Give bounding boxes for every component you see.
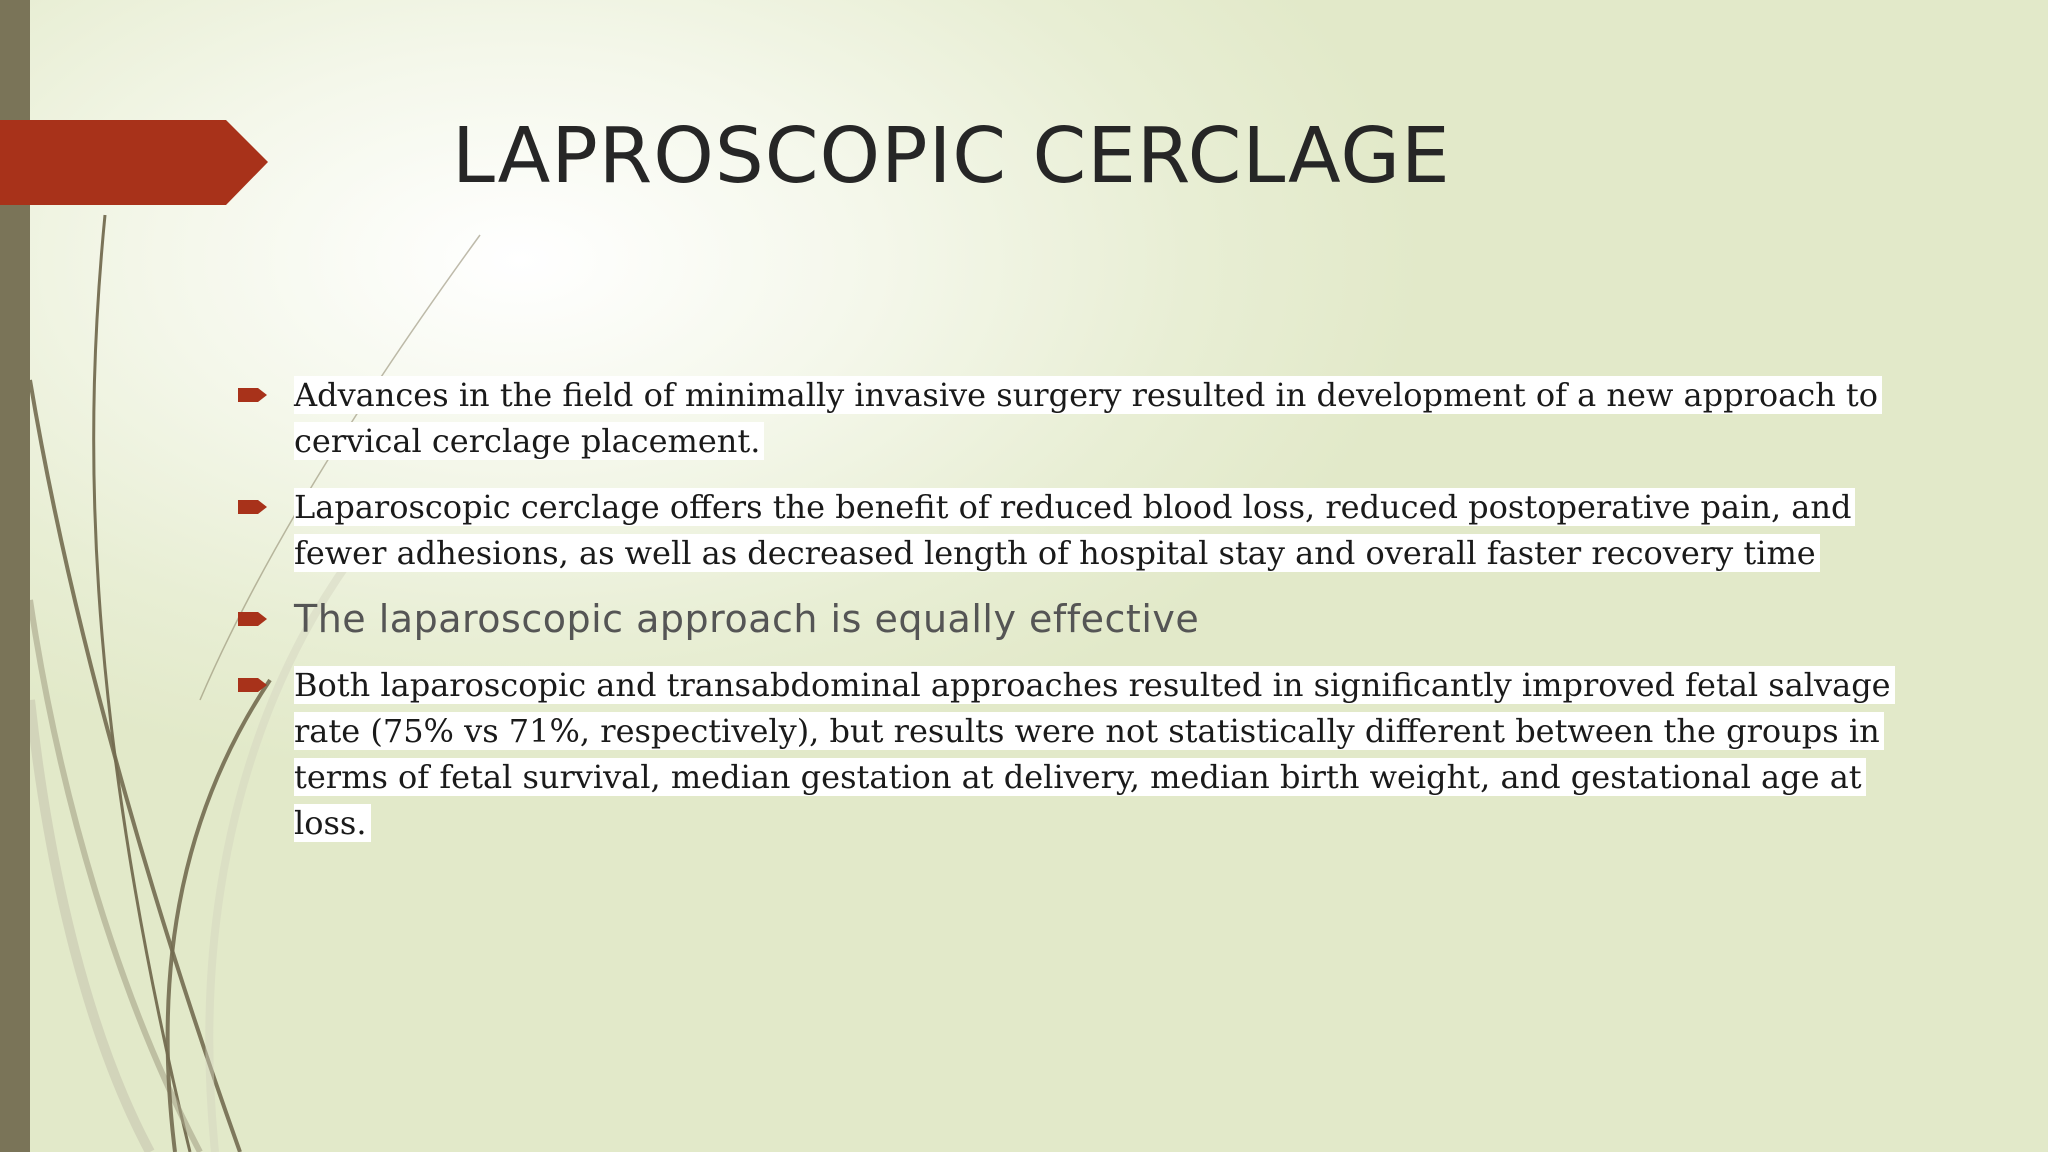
title-arrow-tab [0,120,270,205]
bullet-item [238,372,1898,464]
bullet-item [238,484,1898,576]
bullet-text: The laparoscopic approach is equally effective [294,597,1200,641]
arrow-bullet-icon [238,609,268,629]
arrow-bullet-icon [238,497,268,517]
bullet-text: Both laparoscopic and transabdominal approaches resulted in significantly improved fetal salvage rate (75% vs 71%, respectively), but results were not statistically different between the groups in terms of fetal survival, median gestation at delivery, median birth weight, and gestational age at loss. [294,666,1895,842]
arrow-bullet-icon [238,385,268,405]
bullet-text: Advances in the field of minimally invasive surgery resulted in development of a new approach to cervical cerclage placement. [294,376,1882,460]
arrow-bullet-icon [238,675,268,695]
bullet-text: Laparoscopic cerclage offers the benefit of reduced blood loss, reduced postoperative pain, and fewer adhesions, as well as decreased length of hospital stay and overall faster recovery time [294,488,1855,572]
bullet-item [238,596,1898,642]
bullet-list [238,372,1898,866]
bullet-item [238,662,1898,846]
slide-title: LAPROSCOPIC CERCLAGE [452,112,1451,201]
